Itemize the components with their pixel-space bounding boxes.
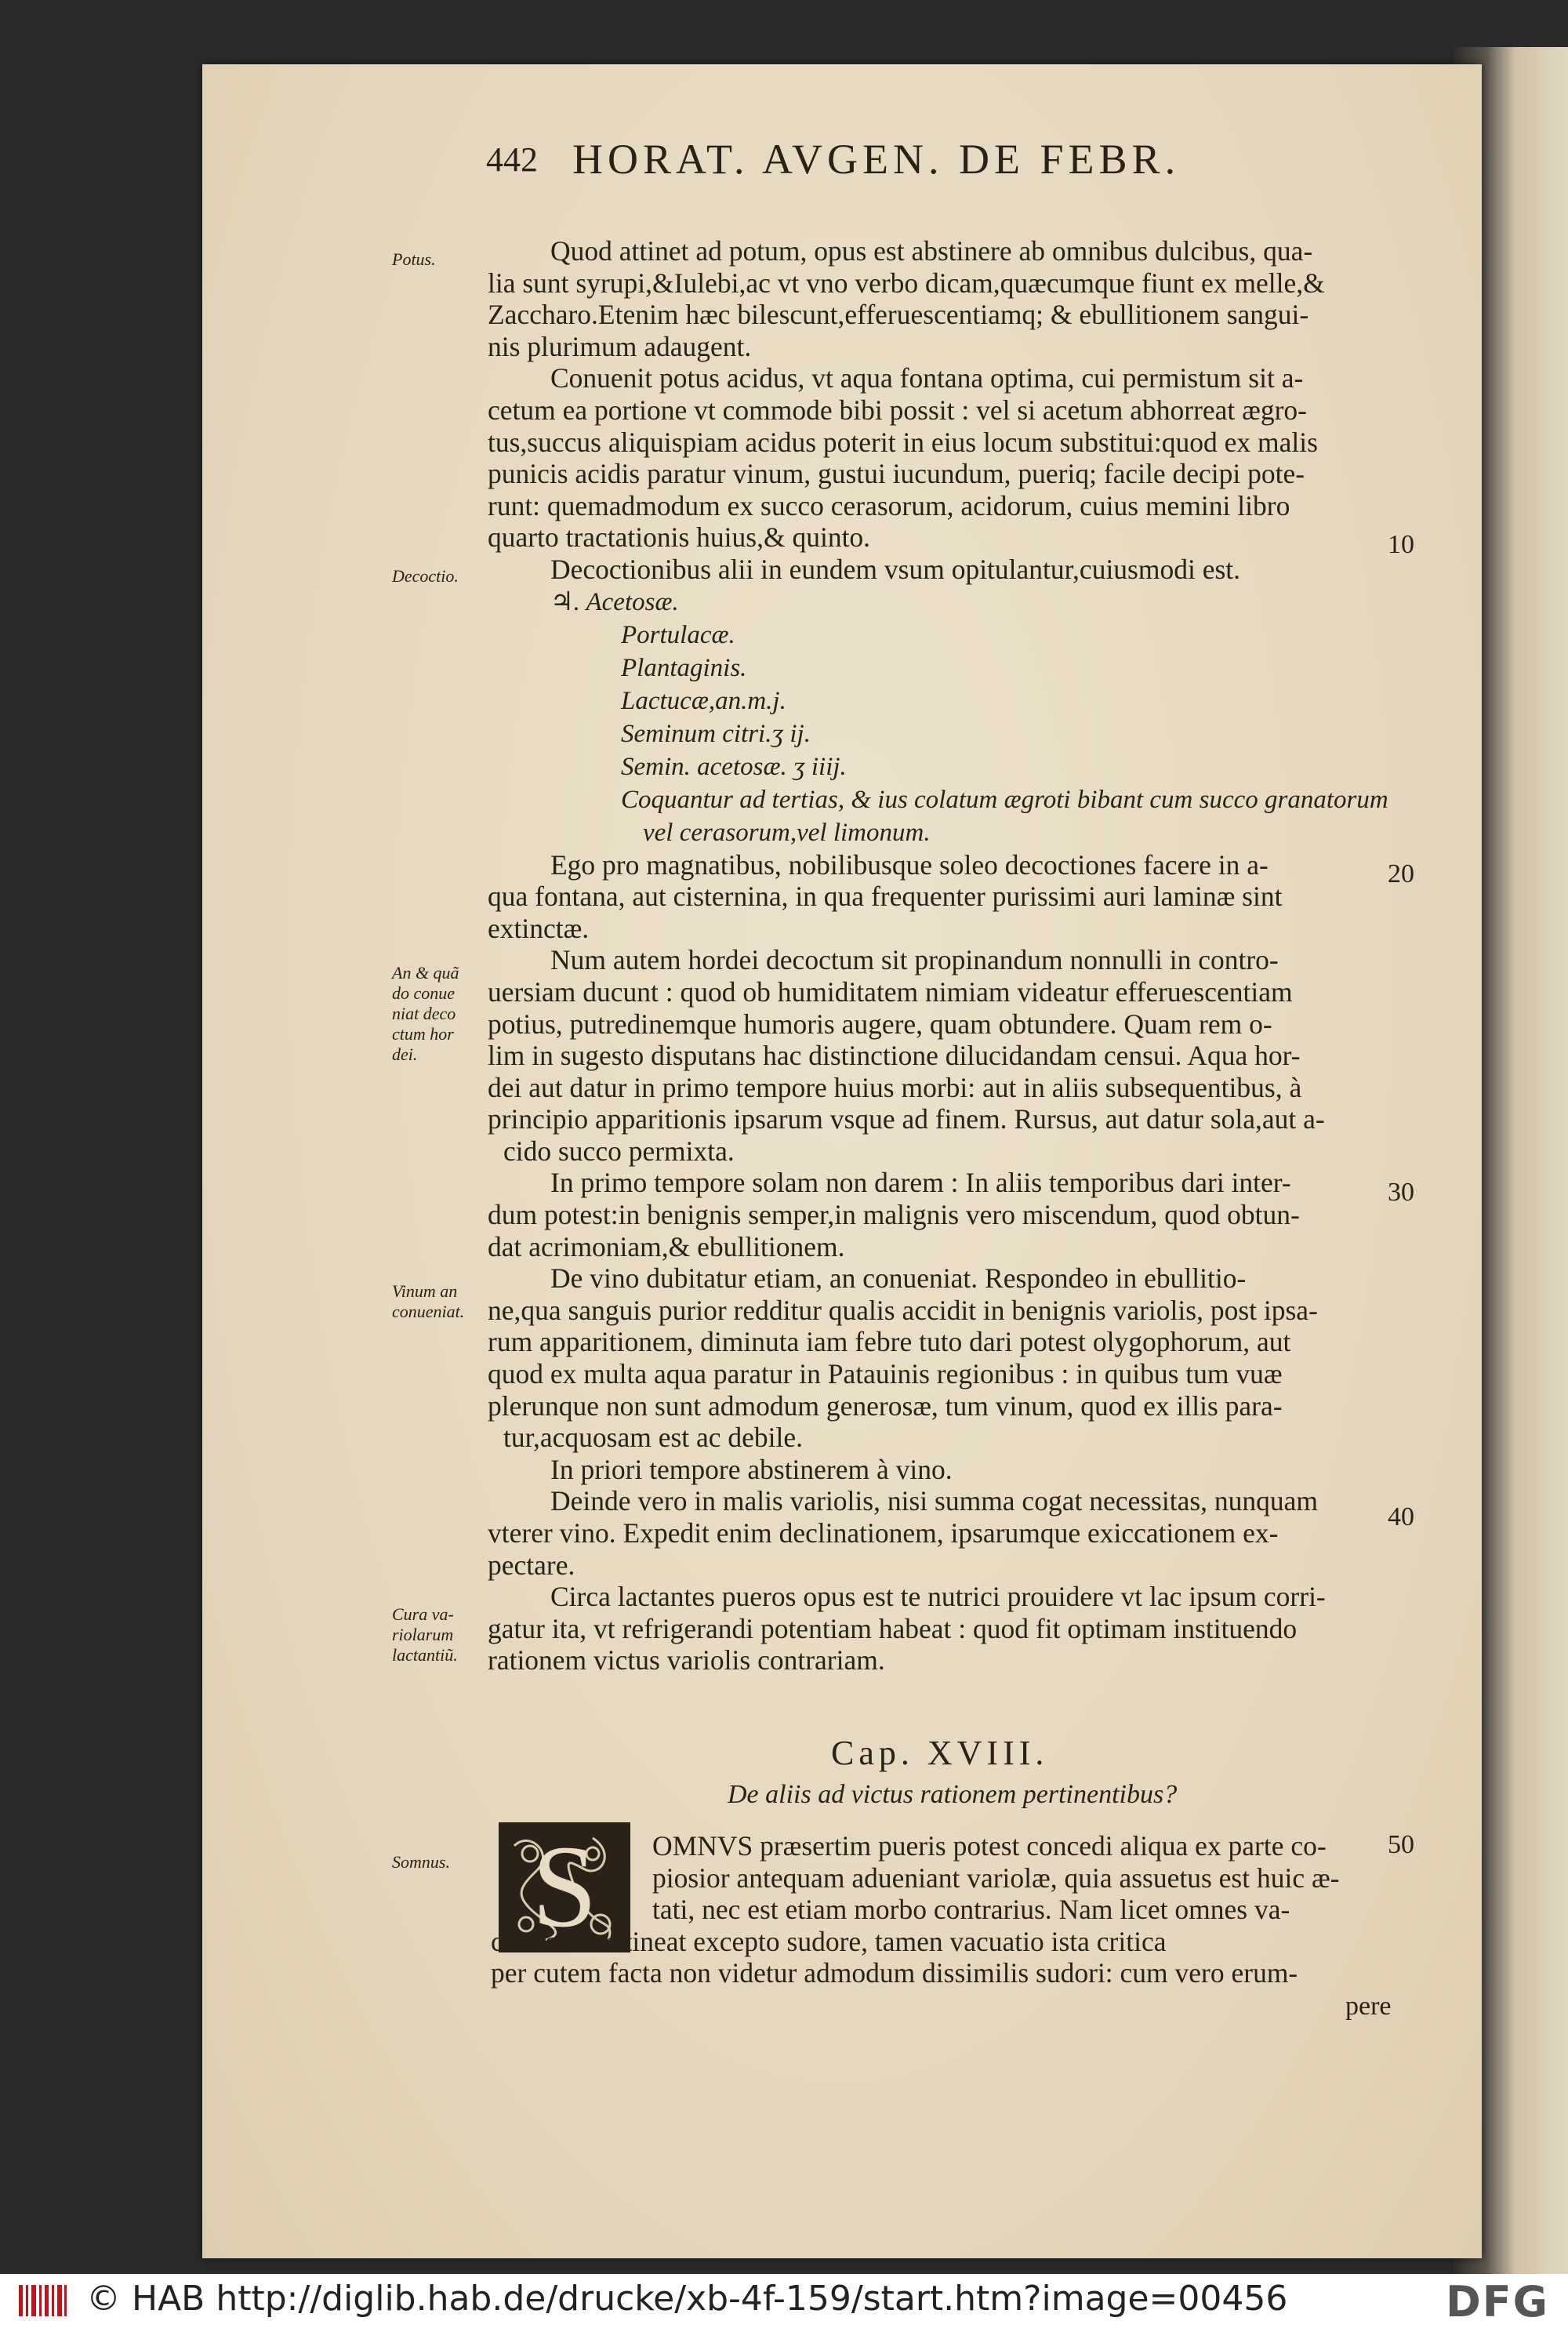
text-line: uersiam ducunt : quod ob humiditatem nimiam videatur efferuescentiam xyxy=(488,975,1293,1008)
text-line: dat acrimoniam,& ebullitionem. xyxy=(488,1230,845,1262)
text-line: gatur ita, vt refrigerandi potentiam habeat : quod fit optimam instituendo xyxy=(488,1612,1298,1644)
text-line: In primo tempore solam non darem : In aliis temporibus dari inter- xyxy=(550,1167,1291,1199)
source-link[interactable]: © HAB http://diglib.hab.de/drucke/xb-4f-159/start.htm?image=00456 xyxy=(86,2279,1288,2319)
text-line: punicis acidis paratur vinum, gustui iucundum, pueriq; facile decipi pote- xyxy=(488,458,1305,490)
recipe-item: Seminum citri.ʒ ij. xyxy=(621,719,811,748)
text-line: Deinde vero in malis variolis, nisi summa cogat necessitas, nunquam xyxy=(550,1485,1319,1517)
text-line: extinctæ. xyxy=(488,912,590,944)
text-line: Circa lactantes pueros opus est te nutrici prouidere vt lac ipsum corri- xyxy=(550,1581,1326,1613)
margin-note-hordei: An & quã do conue niat deco ctum hor dei. xyxy=(392,963,459,1064)
paragraph xyxy=(488,944,1383,1167)
body-text xyxy=(488,235,1388,1676)
paragraph xyxy=(488,849,1383,945)
text-line: Ego pro magnatibus, nobilibusque soleo decoctiones facere in a- xyxy=(550,848,1269,881)
text-line: De vino dubitatur etiam, an conueniat. Respondeo in ebullitio- xyxy=(550,1262,1247,1295)
paragraph xyxy=(488,1581,1383,1676)
paragraph xyxy=(488,1454,1383,1486)
text-line: vterer vino. Expedit enim declinationem, ipsarumque exiccationem ex- xyxy=(488,1517,1279,1549)
text-line: Conuenit potus acidus, vt aqua fontana optima, cui permistum sit a- xyxy=(550,362,1304,394)
hab-logo-icon xyxy=(17,2282,69,2319)
recipe-item: vel cerasorum,vel limonum. xyxy=(643,818,931,847)
text-line: rum apparitionem, diminuta iam febre tuto dari potest olygophorum, aut xyxy=(488,1326,1291,1358)
text-line: Num autem hordei decoctum sit propinandum nonnulli in contro- xyxy=(550,944,1279,976)
recipe-item: ♃. Acetosæ. xyxy=(550,587,679,616)
text-line: plerunque non sunt admodum generosæ, tum vinum, quod ex illis para- xyxy=(488,1389,1283,1422)
initial-letter: S xyxy=(532,1822,597,1952)
text-line: ne,qua sanguis purior redditur qualis accidit in benignis variolis, post ipsa- xyxy=(488,1294,1318,1326)
margin-note-cura: Cura va- riolarum lactantiũ. xyxy=(392,1604,458,1665)
page-header xyxy=(486,135,1411,190)
line-number: 10 xyxy=(1388,530,1414,559)
text-line: runt: quemadmodum ex succo cerasorum, acidorum, cuius memini libro xyxy=(488,489,1290,521)
text-line: In priori tempore abstinerem à vino. xyxy=(550,1453,953,1485)
text-line: tati, nec est etiam morbo contrarius. Nam licet omnes va- xyxy=(652,1894,1290,1926)
chapter-opening-paragraph xyxy=(491,1830,1392,1989)
chapter-title: Cap. XVIII. xyxy=(831,1734,1049,1772)
text-line: qua fontana, aut cisternina, in qua frequenter purissimi auri laminæ sint xyxy=(488,881,1283,913)
recipe-item: Coquantur ad tertias, & ius colatum ægroti bibant cum succo granatorum xyxy=(621,785,1388,814)
text-line: cetum ea portione vt commode bibi possit : vel si acetum abhorreat ægro- xyxy=(488,394,1307,426)
paragraph xyxy=(488,1262,1383,1454)
text-line: dum potest:in benignis semper,in malignis vero miscendum, quod obtun- xyxy=(488,1199,1300,1231)
margin-note-vinum: Vinum an conueniat. xyxy=(392,1281,465,1321)
text-line: dei aut datur in primo tempore huius morbi: aut in aliis subsequentibus, à xyxy=(488,1071,1302,1103)
paragraph xyxy=(488,235,1383,362)
line-number: 20 xyxy=(1388,859,1414,888)
text-line: tur,acquosam est ac debile. xyxy=(503,1422,804,1454)
text-line: Zaccharo.Etenim hæc bilescunt,efferuescentiamq; & ebullitionem sangui- xyxy=(488,299,1309,331)
paragraph xyxy=(488,362,1383,554)
text-line: quod ex multa aqua paratur in Patauinis regionibus : in quibus tum vuæ xyxy=(488,1358,1283,1390)
paragraph xyxy=(488,1167,1383,1262)
chapter-subtitle: De aliis ad victus rationem pertinentibus? xyxy=(728,1780,1178,1809)
text-line: OMNVS præsertim pueris potest concedi aliqua ex parte co- xyxy=(652,1830,1327,1862)
recipe-item: Lactucæ,an.m.j. xyxy=(621,686,786,715)
viewer-footer xyxy=(0,2274,1568,2332)
catchword: pere xyxy=(1345,1992,1392,2021)
text-line: Decoctionibus alii in eundem vsum opitulantur,cuiusmodi est. xyxy=(550,553,1241,585)
margin-note-potus: Potus. xyxy=(392,249,436,269)
paragraph xyxy=(488,1485,1383,1581)
text-line: potius, putredinemque humoris augere, quam obtundere. Quam rem o- xyxy=(488,1008,1272,1040)
text-line: cido succo permixta. xyxy=(503,1135,735,1167)
text-line: rationem victus variolis contrariam. xyxy=(488,1644,885,1676)
recipe-block xyxy=(550,586,1388,849)
margin-note-somnus: Somnus. xyxy=(392,1852,450,1872)
text-line: quarto tractationis huius,& quinto. xyxy=(488,521,871,554)
text-line: per cutem facta non videtur admodum dissimilis sudori: cum vero erum- xyxy=(491,1957,1298,1989)
recipe-item: Portulacæ. xyxy=(621,620,735,649)
text-line: cuationes retineat excepto sudore, tamen vacuatio ista critica xyxy=(491,1925,1167,1957)
line-number: 40 xyxy=(1388,1502,1414,1531)
text-line: nis plurimum adaugent. xyxy=(488,330,752,362)
text-line: lim in sugesto disputans hac distinctione dilucidandam censui. Aqua hor- xyxy=(488,1040,1301,1072)
line-number: 30 xyxy=(1388,1178,1414,1207)
text-line: Quod attinet ad potum, opus est abstinere ab omnibus dulcibus, qua- xyxy=(550,235,1313,267)
text-line: principio apparitionis ipsarum vsque ad finem. Rursus, aut datur sola,aut a- xyxy=(488,1103,1325,1135)
dfg-logo: DFG xyxy=(1445,2277,1549,2327)
running-head: HORAT. AVGEN. DE FEBR. xyxy=(572,136,1181,183)
text-line: tus,succus aliquispiam acidus poterit in eius locum substitui:quod ex malis xyxy=(488,426,1318,458)
paragraph xyxy=(488,554,1383,586)
margin-note-decoctio: Decoctio. xyxy=(392,566,459,586)
line-number: 50 xyxy=(1388,1830,1414,1859)
text-line: piosior antequam adueniant variolæ, quia assuetus est huic æ- xyxy=(652,1862,1340,1894)
text-line: lia sunt syrupi,&Iulebi,ac vt vno verbo dicam,quæcumque fiunt ex melle,& xyxy=(488,267,1325,299)
recipe-item: Plantaginis. xyxy=(621,653,747,682)
text-line: pectare. xyxy=(488,1549,575,1581)
recipe-item: Semin. acetosæ. ʒ iiij. xyxy=(621,752,847,781)
page-number: 442 xyxy=(486,140,538,179)
